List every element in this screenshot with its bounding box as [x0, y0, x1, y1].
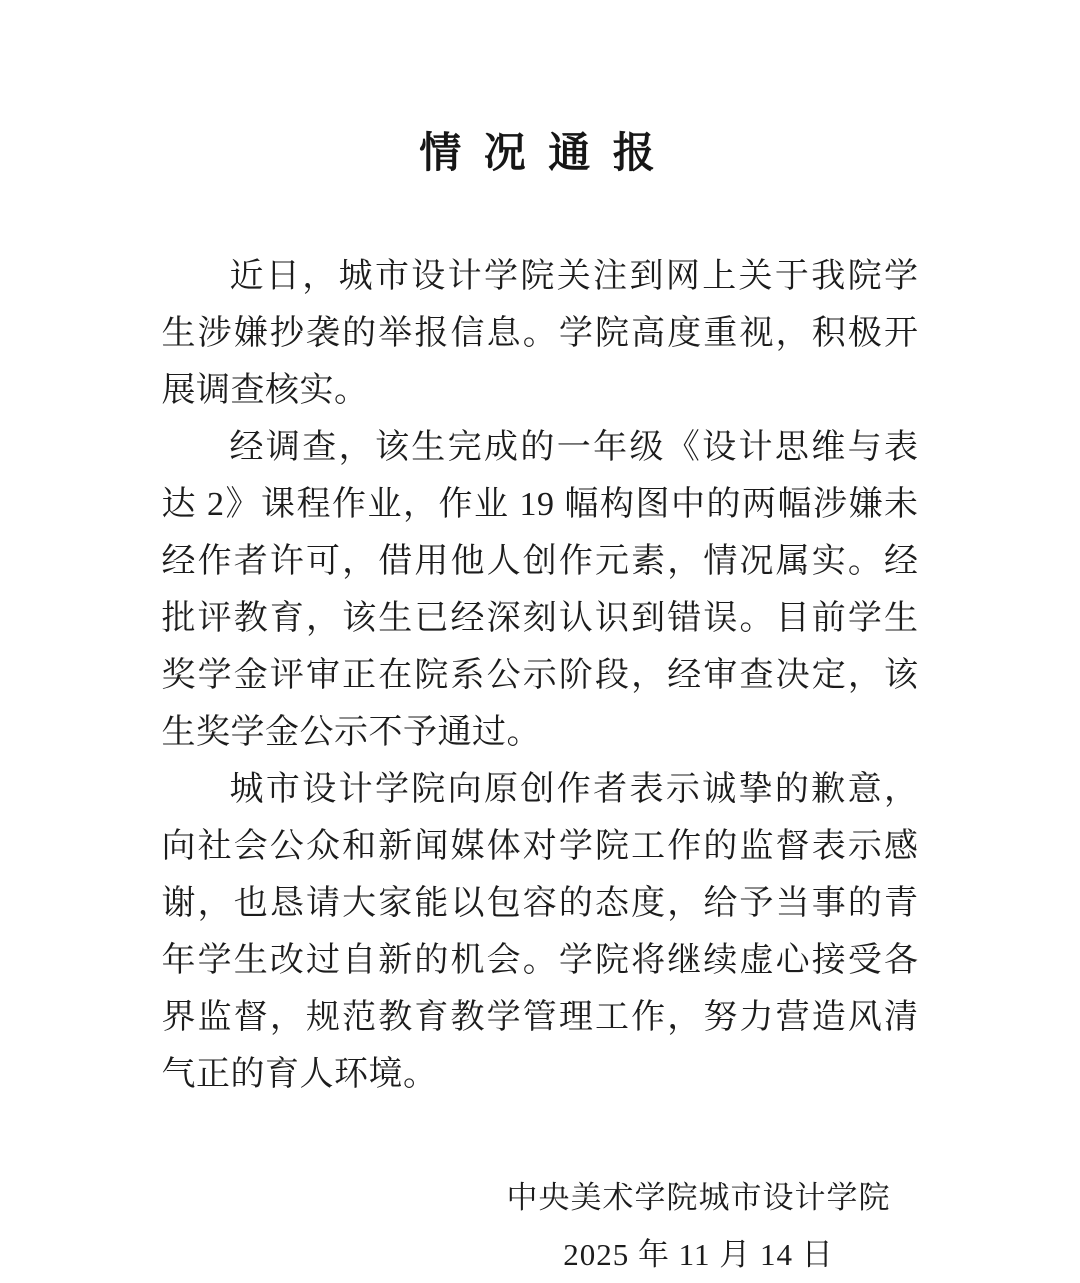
- notice-paragraph-2: 经调查，该生完成的一年级《设计思维与表达 2》课程作业，作业 19 幅构图中的两幅涉嫌未经作者许可，借用他人创作元素，情况属实。经批评教育，该生已经深刻认识到错误。目前学生奖学金评审正在院系公示阶段，经审查决定，该生奖学金公示不予通过。: [161, 429, 919, 751]
- issue-date: 2025 年 11 月 14 日: [563, 1237, 834, 1272]
- issuing-organization: 中央美术学院城市设计学院: [506, 1180, 891, 1215]
- notice-paragraph-3: 城市设计学院向原创作者表示诚挚的歉意，向社会公众和新闻媒体对学院工作的监督表示感谢，也恳请大家能以包容的态度，给予当事的青年学生改过自新的机会。学院将继续虚心接受各界监督，规范教育教学管理工作，努力营造风清气正的育人环境。: [161, 771, 919, 1093]
- notice-body: [162, 248, 919, 1103]
- signature-area: [162, 1169, 919, 1283]
- notice-paragraph-1: 近日，城市设计学院关注到网上关于我院学生涉嫌抄袭的举报信息。学院高度重视，积极开展调查核实。: [161, 258, 919, 409]
- notice-page: [162, 0, 919, 1283]
- notice-title: 情 况 通 报: [419, 131, 661, 177]
- signature-block: [507, 1169, 891, 1283]
